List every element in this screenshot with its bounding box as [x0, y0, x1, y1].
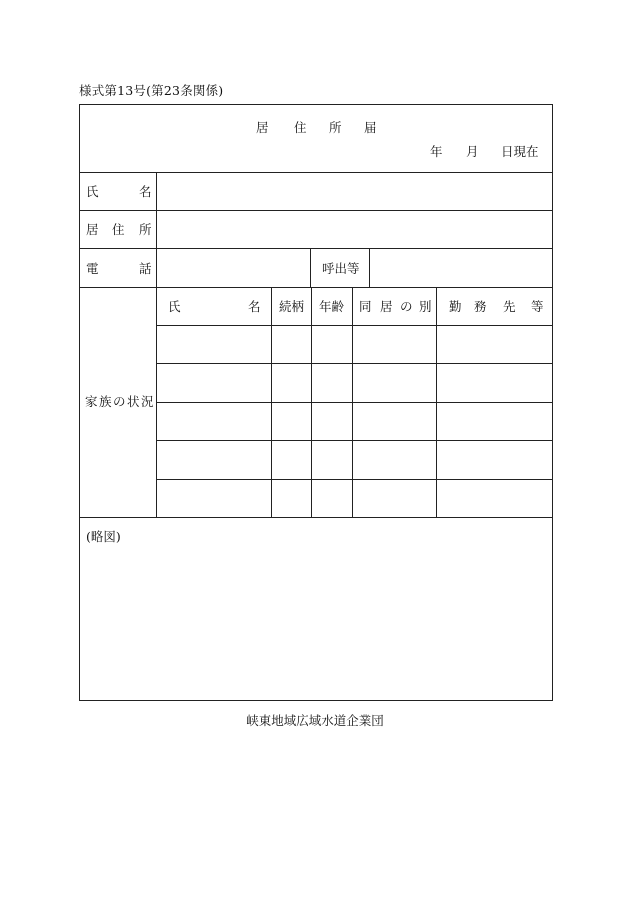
form-title-char-2: 住 [294, 120, 307, 135]
name-field[interactable] [158, 174, 551, 209]
family-col-age: 年齢 [319, 299, 345, 314]
name-label-char-1: 氏 [86, 184, 99, 199]
form-title-char-3: 所 [329, 120, 342, 135]
family-col-work-char-1: 勤 [449, 299, 462, 314]
address-label-char-1: 居 [86, 222, 99, 237]
divider-line [79, 210, 553, 211]
form-title-char-1: 居 [256, 120, 269, 135]
divider-line [79, 248, 553, 249]
family-col-work-char-2: 務 [474, 299, 487, 314]
family-row-line [156, 440, 553, 441]
family-row-line [156, 402, 553, 403]
family-col-work-char-4: 等 [531, 299, 544, 314]
divider-line [79, 517, 553, 518]
family-col-line [271, 287, 272, 518]
frame-bottom-line [79, 700, 553, 701]
family-col-line [311, 287, 312, 518]
sketch-label: (略図) [86, 529, 121, 544]
phone-label-char-1: 電 [86, 261, 99, 276]
sketch-area[interactable] [81, 548, 551, 698]
date-month-label: 月 [466, 144, 479, 159]
family-status-label: 家族の状況 [85, 394, 156, 409]
phone-divider-1 [310, 248, 311, 288]
family-col-cohabit-char-3: の [400, 299, 413, 314]
form-title-char-4: 届 [364, 120, 377, 135]
divider-line [79, 172, 553, 173]
frame-top-line [79, 104, 553, 105]
address-label-char-3: 所 [139, 222, 152, 237]
form-number-label: 様式第13号(第23条関係) [79, 83, 224, 98]
family-col-line [352, 287, 353, 518]
divider-line [79, 287, 553, 288]
phone-divider-2 [369, 248, 370, 288]
family-col-cohabit-char-4: 別 [419, 299, 432, 314]
family-col-cohabit-char-2: 居 [380, 299, 393, 314]
name-label-char-2: 名 [139, 184, 152, 199]
family-col-relation: 続柄 [279, 299, 305, 314]
family-col-work-char-3: 先 [503, 299, 516, 314]
family-row-line [156, 363, 553, 364]
family-row-line [156, 479, 553, 480]
family-col-cohabit-char-1: 同 [359, 299, 372, 314]
phone-field[interactable] [158, 250, 309, 286]
address-field[interactable] [158, 212, 551, 247]
frame-left-line [79, 104, 80, 701]
call-label: 呼出等 [322, 261, 360, 276]
family-col-name-char-1: 氏 [168, 299, 181, 314]
family-row-line [156, 325, 553, 326]
family-col-line [436, 287, 437, 518]
organization-name: 峡東地域広域水道企業団 [246, 713, 384, 728]
phone-label-char-2: 話 [139, 261, 152, 276]
call-field[interactable] [371, 250, 551, 286]
date-year-label: 年 [430, 144, 443, 159]
date-day-label: 日現在 [501, 144, 539, 159]
address-label-char-2: 住 [112, 222, 125, 237]
family-col-name-char-2: 名 [248, 299, 261, 314]
label-column-divider [156, 172, 157, 518]
